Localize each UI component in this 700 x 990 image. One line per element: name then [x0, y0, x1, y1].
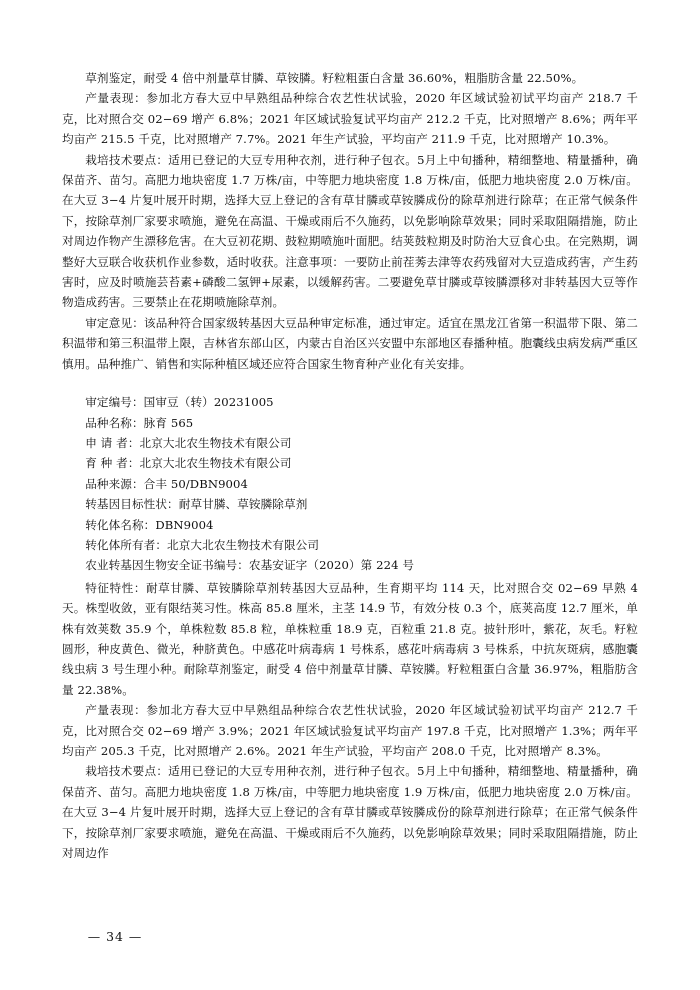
field-value: 北京大北农生物技术有限公司 — [139, 435, 292, 450]
field-label: 申 请 者： — [85, 435, 140, 450]
paragraph: 特征特性：耐草甘膦、草铵膦除草剂转基因大豆品种，生育期平均 114 天，比对照合交 02−69 早熟 4 天。株型收敛，亚有限结荚习性。株高 85.8 厘米，主茎 14.9 节，有效分枝 0.3 个，底荚高度 12.7 厘米，单株有效荚数 35.9 个，单株粒数 85.8 粒，单株粒重 18.9 克，百粒重 21.8 克。披针形叶，紫花，灰毛。籽粒圆形，种皮黄色、微光，种脐黄色。中感花叶病毒病 1 号株系，感花叶病毒病 3 号株系，中抗灰斑病，感胞囊线虫病 3 号生理小种。耐除草剂鉴定，耐受 4 倍中剂量草甘膦、草铵膦。籽粒粗蛋白含量 36.97%，粗脂肪含量 22.38%。 — [62, 580, 638, 697]
document-body — [62, 68, 638, 863]
paragraph: 草剂鉴定，耐受 4 倍中剂量草甘膦、草铵膦。籽粒粗蛋白含量 36.60%，粗脂肪含量 22.50%。 — [85, 71, 584, 85]
field-label: 转基因目标性状： — [85, 497, 179, 512]
paragraph: 产量表现：参加北方春大豆中早熟组品种综合农艺性状试验，2020 年区域试验初试平均亩产 212.7 千克，比对照合交 02−69 增产 3.9%；2021 年区域试验复试平均亩产 197.8 千克，比对照增产 1.3%；两年平均亩产 205.3 千克，比对照增产 2.6%。2021 年生产试验，平均亩产 208.0 千克，比对照增产 8.3%。 — [62, 703, 638, 758]
variety-description — [62, 578, 638, 864]
field-value: 耐草甘膦、草铵膦除草剂 — [178, 497, 308, 512]
field-row — [62, 453, 638, 473]
field-row — [62, 535, 638, 555]
field-label: 农业转基因生物安全证书编号： — [85, 558, 249, 573]
field-value: 国审豆（转）20231005 — [143, 395, 274, 410]
field-value: DBN9004 — [155, 517, 214, 532]
paragraph: 产量表现：参加北方春大豆中早熟组品种综合农艺性状试验，2020 年区域试验初试平均亩产 218.7 千克，比对照合交 02−69 增产 6.8%；2021 年区域试验复试平均亩产 212.2 千克，比对照增产 8.6%；两年平均亩产 215.5 千克，比对照增产 7.7%。2021 年生产试验，平均亩产 211.9 千克，比对照增产 10.3%。 — [62, 91, 638, 147]
field-label: 育 种 者： — [85, 456, 140, 471]
paragraph: 栽培技术要点：适用已登记的大豆专用种衣剂，进行种子包衣。5月上中旬播种，精细整地、精量播种，确保苗齐、苗匀。高肥力地块密度 1.7 万株/亩，中等肥力地块密度 1.8 万株/亩，低肥力地块密度 2.0 万株/亩。在大豆 3−4 片复叶展开时期，选择大豆上登记的含有草甘膦或草铵膦成份的除草剂进行除草；在正常气候条件下，按除草剂厂家要求喷施，避免在高温、干燥或雨后不久施药，以免影响除草效果；同时采取阻隔措施，防止对周边作物产生漂移危害。在大豆初花期、鼓粒期喷施叶面肥。结荚鼓粒期及时防治大豆食心虫。在完熟期，调整好大豆联合收获机作业参数，适时收获。注意事项：一要防止前茬莠去津等农药残留对大豆造成药害，产生药害时，应及时喷施芸苔素+磷酸二氢钾+尿素，以缓解药害。二要避免草甘膦或草铵膦漂移对非转基因大豆等作物造成药害。三要禁止在花期喷施除草剂。 — [62, 152, 638, 310]
field-row — [62, 413, 638, 433]
field-row — [62, 555, 638, 575]
page-number — [0, 929, 700, 944]
field-value: 合丰 50/DBN9004 — [143, 476, 248, 491]
field-label: 品种名称： — [85, 415, 144, 430]
field-value: 北京大北农生物技术有限公司 — [167, 537, 320, 552]
field-value: 农基安证字（2020）第 224 号 — [248, 558, 415, 573]
field-row — [62, 494, 638, 514]
page-number-text: — 34 — — [87, 929, 143, 944]
field-label: 转化体所有者： — [85, 537, 168, 552]
field-value: 脉育 565 — [143, 415, 194, 430]
field-label: 审定编号： — [85, 395, 144, 410]
field-row — [62, 474, 638, 494]
field-label: 品种来源： — [85, 476, 144, 491]
field-row — [62, 515, 638, 535]
field-row — [62, 392, 638, 412]
paragraph: 审定意见：该品种符合国家级转基因大豆品种审定标准，通过审定。适宜在黑龙江省第一积温带下限、第二积温带和第三积温带上限，吉林省东部山区，内蒙古自治区兴安盟中东部地区春播种植。胞囊线虫病发病严重区慎用。品种推广、销售和实际种植区域还应符合国家生物育种产业化有关安排。 — [62, 315, 638, 371]
field-value: 北京大北农生物技术有限公司 — [139, 456, 292, 471]
paragraph: 栽培技术要点：适用已登记的大豆专用种衣剂，进行种子包衣。5月上中旬播种，精细整地、精量播种，确保苗齐、苗匀。高肥力地块密度 1.8 万株/亩，中等肥力地块密度 1.9 万株/亩，低肥力地块密度 2.0 万株/亩。在大豆 3−4 片复叶展开时期，选择大豆上登记的含有草甘膦或草铵膦成份的除草剂进行除草；在正常气候条件下，按除草剂厂家要求喷施，避免在高温、干燥或雨后不久施药，以免影响除草效果；同时采取阻隔措施，防止对周边作 — [62, 764, 638, 861]
field-label: 转化体名称： — [85, 517, 156, 532]
field-row — [62, 433, 638, 453]
variety-info-fields — [62, 392, 638, 576]
